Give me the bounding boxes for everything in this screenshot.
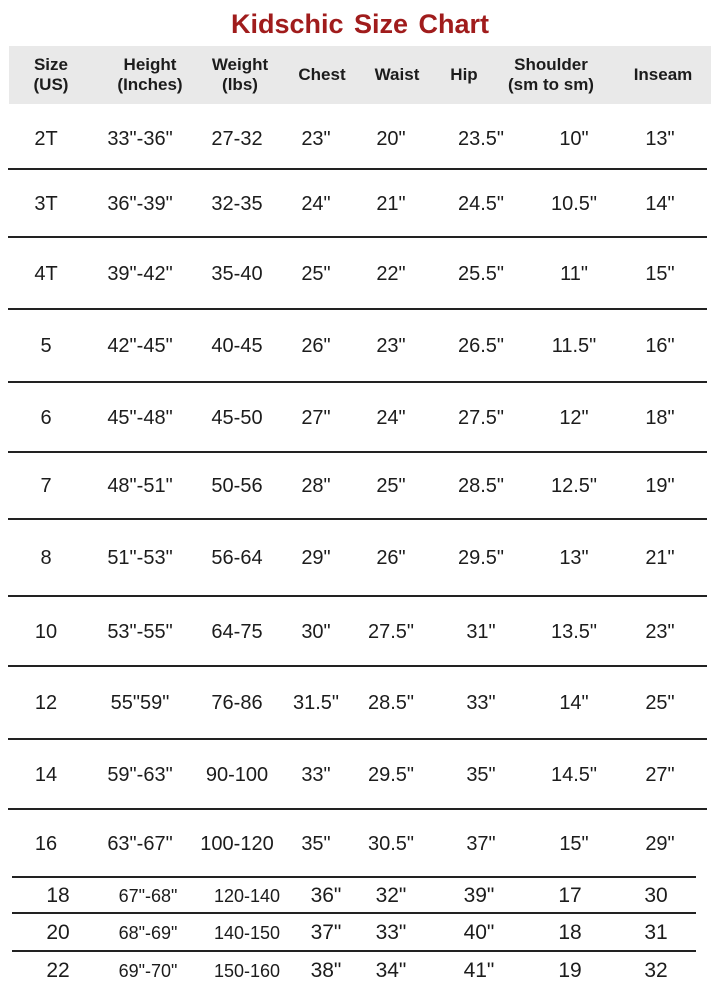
cell-weight: 56-64 xyxy=(211,547,263,569)
cell-chest: 36" xyxy=(310,884,342,907)
cell-inseam: 14" xyxy=(645,192,675,215)
cell-shoulder: 12.5" xyxy=(550,475,598,497)
cell-waist: 24" xyxy=(376,406,406,429)
cell-hip: 31" xyxy=(466,620,496,643)
cell-inseam: 29" xyxy=(645,832,675,855)
row-divider xyxy=(8,168,707,170)
cell-waist: 27.5" xyxy=(367,620,415,643)
cell-chest: 29" xyxy=(301,547,331,569)
cell-waist: 32" xyxy=(375,884,407,907)
cell-height: 36"-39" xyxy=(107,192,173,215)
table-row xyxy=(0,310,720,383)
cell-height: 69"-70" xyxy=(118,960,178,981)
cell-size: 16 xyxy=(34,832,58,855)
cell-shoulder: 18 xyxy=(558,921,582,944)
header-waist: Waist xyxy=(374,65,420,84)
cell-shoulder: 15" xyxy=(559,832,589,855)
row-divider xyxy=(12,876,696,878)
table-row xyxy=(0,170,720,238)
cell-inseam: 30 xyxy=(644,884,668,907)
table-row xyxy=(0,952,720,990)
cell-waist: 26" xyxy=(376,547,406,569)
table-row xyxy=(0,238,720,310)
cell-hip: 35" xyxy=(466,763,496,786)
cell-shoulder: 19 xyxy=(558,959,582,982)
row-divider xyxy=(12,950,696,952)
cell-height: 42"-45" xyxy=(107,335,173,357)
cell-chest: 23" xyxy=(301,127,331,150)
cell-shoulder: 10" xyxy=(559,127,589,150)
cell-inseam: 19" xyxy=(645,475,675,497)
cell-shoulder: 12" xyxy=(559,406,589,429)
cell-size: 6 xyxy=(40,406,52,429)
cell-waist: 25" xyxy=(376,475,406,497)
cell-inseam: 13" xyxy=(645,127,675,150)
cell-inseam: 23" xyxy=(645,620,675,643)
table-row xyxy=(0,520,720,597)
cell-waist: 21" xyxy=(376,192,406,215)
cell-weight: 27-32 xyxy=(211,127,263,150)
cell-hip: 40" xyxy=(463,921,495,944)
cell-inseam: 32 xyxy=(644,959,668,982)
cell-weight: 32-35 xyxy=(211,192,263,215)
cell-waist: 34" xyxy=(375,959,407,982)
cell-height: 48"-51" xyxy=(107,475,173,497)
table-header xyxy=(9,46,711,104)
cell-hip: 29.5" xyxy=(457,547,505,569)
cell-hip: 28.5" xyxy=(457,475,505,497)
cell-hip: 26.5" xyxy=(457,335,505,357)
table-row xyxy=(0,453,720,520)
cell-size: 12 xyxy=(34,692,58,714)
cell-weight: 64-75 xyxy=(211,620,263,643)
table-row xyxy=(0,667,720,740)
cell-size: 8 xyxy=(40,547,52,569)
row-divider xyxy=(8,665,707,667)
cell-height: 39"-42" xyxy=(107,262,173,285)
cell-waist: 30.5" xyxy=(367,832,415,855)
cell-chest: 26" xyxy=(301,335,331,357)
cell-weight: 40-45 xyxy=(211,335,263,357)
cell-size: 7 xyxy=(40,475,52,497)
cell-weight: 90-100 xyxy=(205,763,269,786)
cell-size: 2T xyxy=(34,127,58,150)
cell-waist: 20" xyxy=(376,127,406,150)
cell-shoulder: 14.5" xyxy=(550,763,598,786)
header-chest: Chest xyxy=(298,65,346,84)
cell-weight: 50-56 xyxy=(211,475,263,497)
chart-title: Kidschic Size Chart xyxy=(230,9,490,39)
cell-size: 18 xyxy=(46,884,70,907)
cell-shoulder: 13.5" xyxy=(550,620,598,643)
cell-weight: 120-140 xyxy=(213,885,281,906)
header-hip: Hip xyxy=(450,65,478,84)
table-row xyxy=(0,383,720,453)
table-row xyxy=(0,810,720,878)
table-row xyxy=(0,878,720,914)
cell-weight: 100-120 xyxy=(200,832,274,855)
cell-height: 45"-48" xyxy=(107,406,173,429)
cell-size: 5 xyxy=(40,335,52,357)
cell-hip: 23.5" xyxy=(457,127,505,150)
header-size: Size (US) xyxy=(33,55,69,94)
cell-inseam: 31 xyxy=(644,921,668,944)
cell-size: 4T xyxy=(34,262,58,285)
cell-weight: 35-40 xyxy=(211,262,263,285)
cell-inseam: 15" xyxy=(645,262,675,285)
cell-height: 55"59" xyxy=(110,692,170,714)
cell-weight: 150-160 xyxy=(213,960,281,981)
cell-inseam: 16" xyxy=(645,335,675,357)
header-inseam: Inseam xyxy=(633,65,693,84)
row-divider xyxy=(8,738,707,740)
cell-height: 53"-55" xyxy=(107,620,173,643)
row-divider xyxy=(8,381,707,383)
cell-chest: 33" xyxy=(301,763,331,786)
cell-height: 63"-67" xyxy=(107,832,173,855)
cell-inseam: 25" xyxy=(645,692,675,714)
cell-shoulder: 11.5" xyxy=(551,335,597,357)
row-divider xyxy=(8,236,707,238)
cell-size: 10 xyxy=(34,620,58,643)
table-row xyxy=(0,740,720,810)
cell-waist: 23" xyxy=(376,335,406,357)
cell-shoulder: 17 xyxy=(558,884,582,907)
row-divider xyxy=(8,308,707,310)
cell-shoulder: 14" xyxy=(559,692,589,714)
cell-hip: 39" xyxy=(463,884,495,907)
row-divider xyxy=(8,518,707,520)
cell-chest: 37" xyxy=(310,921,342,944)
header-height: Height (Inches) xyxy=(117,55,183,94)
cell-chest: 25" xyxy=(301,262,331,285)
row-divider xyxy=(12,912,696,914)
cell-waist: 22" xyxy=(376,262,406,285)
cell-hip: 33" xyxy=(466,692,496,714)
cell-shoulder: 11" xyxy=(560,262,588,285)
cell-inseam: 27" xyxy=(645,763,675,786)
cell-waist: 33" xyxy=(375,921,407,944)
cell-weight: 45-50 xyxy=(211,406,263,429)
cell-weight: 140-150 xyxy=(213,922,281,943)
cell-size: 14 xyxy=(34,763,58,786)
cell-chest: 38" xyxy=(310,959,342,982)
cell-hip: 37" xyxy=(466,832,496,855)
cell-height: 51"-53" xyxy=(107,547,173,569)
cell-chest: 28" xyxy=(301,475,331,497)
cell-hip: 24.5" xyxy=(457,192,505,215)
cell-chest: 27" xyxy=(301,406,331,429)
cell-size: 3T xyxy=(34,192,58,215)
header-shoulder: Shoulder (sm to sm) xyxy=(508,55,594,94)
table-row xyxy=(0,597,720,667)
cell-inseam: 21" xyxy=(645,547,675,569)
header-weight: Weight (lbs) xyxy=(211,55,269,94)
cell-height: 67"-68" xyxy=(118,885,178,906)
cell-chest: 30" xyxy=(301,620,331,643)
cell-height: 59"-63" xyxy=(107,763,173,786)
cell-chest: 31.5" xyxy=(292,692,340,714)
cell-inseam: 18" xyxy=(645,406,675,429)
cell-size: 20 xyxy=(46,921,70,944)
cell-shoulder: 13" xyxy=(559,547,589,569)
cell-weight: 76-86 xyxy=(211,692,263,714)
row-divider xyxy=(8,451,707,453)
cell-waist: 28.5" xyxy=(367,692,415,714)
cell-waist: 29.5" xyxy=(367,763,415,786)
row-divider xyxy=(8,595,707,597)
cell-hip: 25.5" xyxy=(457,262,505,285)
cell-size: 22 xyxy=(46,959,70,982)
cell-chest: 24" xyxy=(301,192,331,215)
row-divider xyxy=(8,808,707,810)
cell-hip: 27.5" xyxy=(457,406,505,429)
table-row xyxy=(0,108,720,170)
cell-hip: 41" xyxy=(463,959,495,982)
cell-height: 33"-36" xyxy=(107,127,173,150)
cell-chest: 35" xyxy=(301,832,331,855)
cell-shoulder: 10.5" xyxy=(550,192,598,215)
table-row xyxy=(0,914,720,952)
cell-height: 68"-69" xyxy=(118,922,178,943)
